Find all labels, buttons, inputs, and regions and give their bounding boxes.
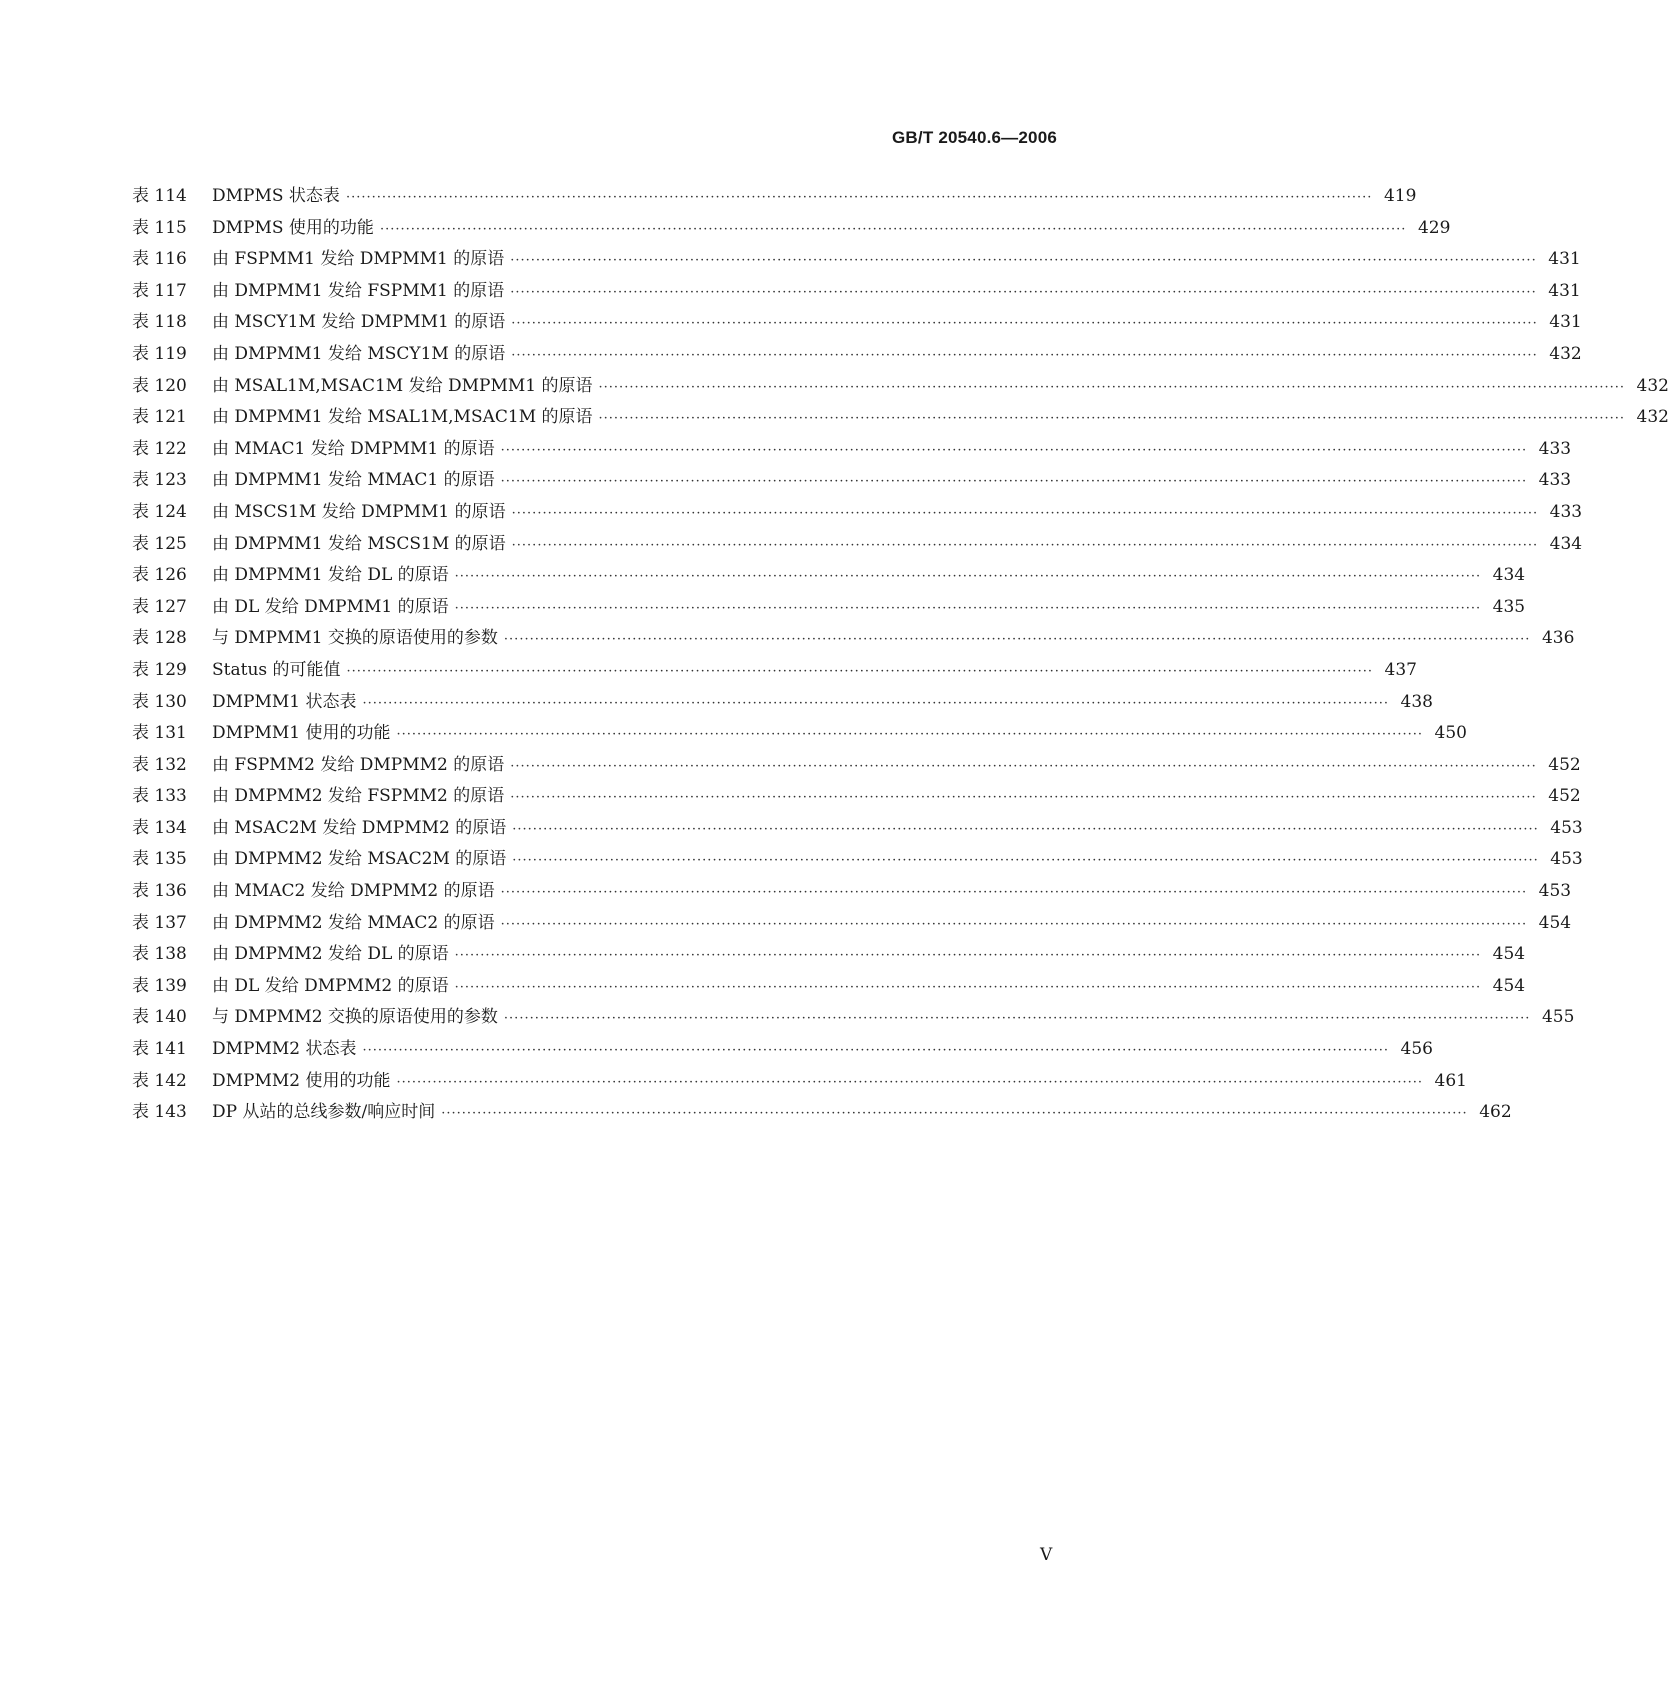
toc-entry-label: 表 143 bbox=[132, 1102, 187, 1123]
toc-entry bbox=[132, 1034, 1433, 1066]
toc-entry-label: 表 136 bbox=[132, 881, 187, 902]
dot-leader: ········································································································································································································ bbox=[441, 1106, 1468, 1122]
toc-entry-page: 433 bbox=[1538, 438, 1572, 459]
toc-entry-title: DMPMS 状态表 bbox=[212, 186, 340, 206]
toc-entry-label: 表 120 bbox=[132, 375, 187, 396]
page-folio: V bbox=[1040, 1545, 1053, 1565]
toc-entry-label: 表 125 bbox=[132, 533, 187, 554]
toc-entry-title: DMPMM1 状态表 bbox=[212, 691, 357, 712]
dot-leader: ········································································································································································································ bbox=[362, 1043, 1389, 1059]
dot-leader: ········································································································································································································ bbox=[346, 663, 1373, 679]
toc-entry-page: 456 bbox=[1400, 1039, 1433, 1060]
toc-entry-label: 表 117 bbox=[132, 280, 187, 301]
toc-entry bbox=[132, 876, 1572, 908]
toc-entry bbox=[132, 781, 1581, 813]
toc-entry-page: 429 bbox=[1417, 217, 1451, 238]
toc-entry-page: 454 bbox=[1492, 975, 1526, 996]
standard-number: GB/T 20540.6—2006 bbox=[892, 128, 1057, 147]
dot-leader: ········································································································································································································ bbox=[510, 790, 1537, 806]
dot-leader: ········································································································································································································ bbox=[503, 632, 1531, 648]
dot-leader: ········································································································································································································ bbox=[500, 885, 1528, 901]
toc-entry-label: 表 142 bbox=[132, 1070, 187, 1091]
dot-leader: ········································································································································································································ bbox=[500, 916, 1528, 932]
toc-entry-title: 由 DL 发给 DMPMM1 的原语 bbox=[212, 596, 449, 617]
table-of-contents bbox=[132, 181, 1669, 1129]
dot-leader: ········································································································································································································ bbox=[379, 221, 1407, 237]
toc-entry-page: 435 bbox=[1492, 596, 1526, 617]
toc-entry bbox=[132, 844, 1583, 876]
dot-leader: ········································································································································································································ bbox=[396, 727, 1423, 743]
toc-entry-title: 由 DMPMM1 发给 MMAC1 的原语 bbox=[212, 470, 495, 491]
toc-entry-label: 表 127 bbox=[132, 596, 187, 617]
toc-entry-title: Status 的可能值 bbox=[212, 659, 341, 680]
toc-entry-label: 表 133 bbox=[132, 786, 187, 807]
toc-entry-title: 与 DMPMM1 交换的原语使用的参数 bbox=[212, 628, 498, 649]
toc-entry-title: 由 DMPMM1 发给 DL 的原语 bbox=[212, 565, 449, 586]
toc-entry-label: 表 115 bbox=[132, 217, 187, 238]
toc-entry-page: 438 bbox=[1400, 691, 1433, 712]
dot-leader: ········································································································································································································ bbox=[454, 948, 1482, 964]
dot-leader: ········································································································································································································ bbox=[511, 316, 1538, 332]
dot-leader: ········································································································································································································ bbox=[500, 442, 1528, 458]
dot-leader: ········································································································································································································ bbox=[454, 569, 1482, 585]
toc-entry-title: 由 DMPMM2 发给 DL 的原语 bbox=[212, 944, 449, 965]
toc-entry bbox=[132, 339, 1582, 371]
dot-leader: ········································································································································································································ bbox=[362, 695, 1389, 711]
toc-entry-page: 432 bbox=[1636, 375, 1669, 396]
dot-leader: ········································································································································································································ bbox=[510, 284, 1537, 300]
toc-entry bbox=[132, 371, 1669, 403]
toc-entry-title: DMPMS 使用的功能 bbox=[212, 217, 374, 238]
toc-entry-label: 表 132 bbox=[132, 754, 187, 775]
toc-entry bbox=[132, 750, 1581, 782]
toc-entry-label: 表 139 bbox=[132, 975, 187, 996]
toc-entry-page: 432 bbox=[1549, 343, 1582, 364]
toc-entry-page: 434 bbox=[1492, 565, 1526, 586]
toc-entry bbox=[132, 402, 1669, 434]
toc-entry-title: 由 DMPMM2 发给 MSAC2M 的原语 bbox=[212, 849, 507, 870]
dot-leader: ········································································································································································································ bbox=[512, 853, 1539, 869]
toc-entry-page: 455 bbox=[1541, 1007, 1575, 1028]
toc-entry-title: 由 DMPMM2 发给 MMAC2 的原语 bbox=[212, 912, 495, 933]
dot-leader: ········································································································································································································ bbox=[598, 379, 1625, 395]
toc-entry-label: 表 119 bbox=[132, 343, 187, 364]
dot-leader: ········································································································································································································ bbox=[500, 474, 1528, 490]
toc-entry-label: 表 138 bbox=[132, 944, 187, 965]
toc-entry-title: 由 DMPMM1 发给 MSCY1M 的原语 bbox=[212, 343, 506, 364]
toc-entry-title: 由 DMPMM2 发给 FSPMM2 的原语 bbox=[212, 786, 505, 807]
toc-entry-title: 与 DMPMM2 交换的原语使用的参数 bbox=[212, 1007, 498, 1028]
dot-leader: ········································································································································································································ bbox=[510, 758, 1537, 774]
toc-entry bbox=[132, 718, 1467, 750]
dot-leader: ········································································································································································································ bbox=[510, 253, 1537, 269]
toc-entry-page: 433 bbox=[1538, 470, 1572, 491]
dot-leader: ········································································································································································································ bbox=[396, 1074, 1423, 1090]
toc-entry-page: 453 bbox=[1550, 849, 1583, 870]
toc-entry bbox=[132, 497, 1583, 529]
toc-entry bbox=[132, 1066, 1467, 1098]
toc-entry-page: 419 bbox=[1383, 186, 1417, 206]
toc-entry bbox=[132, 908, 1572, 940]
toc-entry-title: 由 MMAC1 发给 DMPMM1 的原语 bbox=[212, 438, 495, 459]
toc-entry-page: 462 bbox=[1479, 1102, 1512, 1123]
toc-entry bbox=[132, 465, 1572, 497]
toc-entry-page: 434 bbox=[1549, 533, 1583, 554]
toc-entry bbox=[132, 244, 1581, 276]
toc-entry-label: 表 131 bbox=[132, 723, 187, 744]
toc-entry-label: 表 116 bbox=[132, 249, 187, 270]
toc-entry bbox=[132, 1002, 1575, 1034]
toc-entry-label: 表 122 bbox=[132, 438, 187, 459]
dot-leader: ········································································································································································································ bbox=[511, 537, 1539, 553]
toc-entry-page: 453 bbox=[1538, 881, 1572, 902]
toc-entry-title: 由 MSCY1M 发给 DMPMM1 的原语 bbox=[212, 312, 506, 333]
toc-entry-label: 表 121 bbox=[132, 407, 187, 428]
dot-leader: ········································································································································································································ bbox=[511, 347, 1538, 363]
dot-leader: ········································································································································································································ bbox=[511, 505, 1539, 521]
toc-entry bbox=[132, 592, 1526, 624]
toc-entry-page: 452 bbox=[1548, 754, 1581, 775]
toc-entry-page: 454 bbox=[1538, 912, 1572, 933]
toc-entry bbox=[132, 623, 1575, 655]
toc-entry-page: 436 bbox=[1541, 628, 1575, 649]
toc-entry-label: 表 134 bbox=[132, 817, 187, 838]
toc-entry bbox=[132, 939, 1526, 971]
toc-entry-page: 431 bbox=[1549, 312, 1582, 333]
toc-entry-label: 表 118 bbox=[132, 312, 187, 333]
toc-entry-page: 461 bbox=[1434, 1070, 1467, 1091]
toc-entry-label: 表 128 bbox=[132, 628, 187, 649]
toc-entry-label: 表 141 bbox=[132, 1039, 187, 1060]
toc-entry-title: 由 MMAC2 发给 DMPMM2 的原语 bbox=[212, 881, 495, 902]
dot-leader: ········································································································································································································ bbox=[345, 190, 1373, 205]
toc-entry-label: 表 140 bbox=[132, 1007, 187, 1028]
toc-entry bbox=[132, 181, 1417, 213]
toc-entry bbox=[132, 813, 1583, 845]
toc-entry-title: 由 MSAL1M,MSAC1M 发给 DMPMM1 的原语 bbox=[212, 375, 593, 396]
toc-entry-page: 432 bbox=[1636, 407, 1669, 428]
toc-entry-label: 表 126 bbox=[132, 565, 187, 586]
toc-entry-page: 453 bbox=[1550, 817, 1583, 838]
toc-entry-page: 431 bbox=[1548, 280, 1581, 301]
toc-entry bbox=[132, 1097, 1512, 1129]
toc-entry-label: 表 129 bbox=[132, 659, 187, 680]
toc-entry-title: DMPMM1 使用的功能 bbox=[212, 723, 391, 744]
toc-entry bbox=[132, 655, 1417, 687]
toc-entry-title: 由 FSPMM1 发给 DMPMM1 的原语 bbox=[212, 249, 505, 270]
toc-entry-page: 437 bbox=[1384, 659, 1417, 680]
toc-entry-page: 431 bbox=[1548, 249, 1581, 270]
toc-entry bbox=[132, 560, 1526, 592]
dot-leader: ········································································································································································································ bbox=[454, 600, 1482, 616]
dot-leader: ········································································································································································································ bbox=[512, 821, 1539, 837]
toc-entry bbox=[132, 971, 1526, 1003]
toc-entry-label: 表 130 bbox=[132, 691, 187, 712]
toc-entry-title: 由 DMPMM1 发给 MSCS1M 的原语 bbox=[212, 533, 506, 554]
toc-entry-label: 表 135 bbox=[132, 849, 187, 870]
toc-entry-title: 由 DMPMM1 发给 MSAL1M,MSAC1M 的原语 bbox=[212, 407, 593, 428]
toc-entry-title: DMPMM2 状态表 bbox=[212, 1039, 357, 1060]
toc-entry bbox=[132, 687, 1433, 719]
toc-entry-title: 由 DL 发给 DMPMM2 的原语 bbox=[212, 975, 449, 996]
toc-entry-title: 由 FSPMM2 发给 DMPMM2 的原语 bbox=[212, 754, 505, 775]
toc-entry-page: 433 bbox=[1549, 501, 1583, 522]
toc-entry-title: DP 从站的总线参数/响应时间 bbox=[212, 1102, 436, 1123]
toc-entry-label: 表 114 bbox=[132, 186, 187, 206]
toc-entry bbox=[132, 434, 1572, 466]
toc-entry bbox=[132, 276, 1581, 308]
toc-entry bbox=[132, 529, 1583, 561]
dot-leader: ········································································································································································································ bbox=[598, 411, 1625, 427]
toc-entry-page: 450 bbox=[1434, 723, 1467, 744]
toc-entry-title: 由 MSAC2M 发给 DMPMM2 的原语 bbox=[212, 817, 507, 838]
toc-entry-title: 由 DMPMM1 发给 FSPMM1 的原语 bbox=[212, 280, 505, 301]
toc-entry-label: 表 124 bbox=[132, 501, 187, 522]
dot-leader: ········································································································································································································ bbox=[503, 1011, 1531, 1027]
toc-entry bbox=[132, 213, 1451, 245]
toc-entry-title: 由 MSCS1M 发给 DMPMM1 的原语 bbox=[212, 501, 506, 522]
toc-entry-page: 452 bbox=[1548, 786, 1581, 807]
toc-entry-label: 表 123 bbox=[132, 470, 187, 491]
toc-entry-page: 454 bbox=[1492, 944, 1526, 965]
toc-entry-title: DMPMM2 使用的功能 bbox=[212, 1070, 391, 1091]
dot-leader: ········································································································································································································ bbox=[454, 979, 1482, 995]
toc-entry bbox=[132, 307, 1582, 339]
toc-entry-label: 表 137 bbox=[132, 912, 187, 933]
